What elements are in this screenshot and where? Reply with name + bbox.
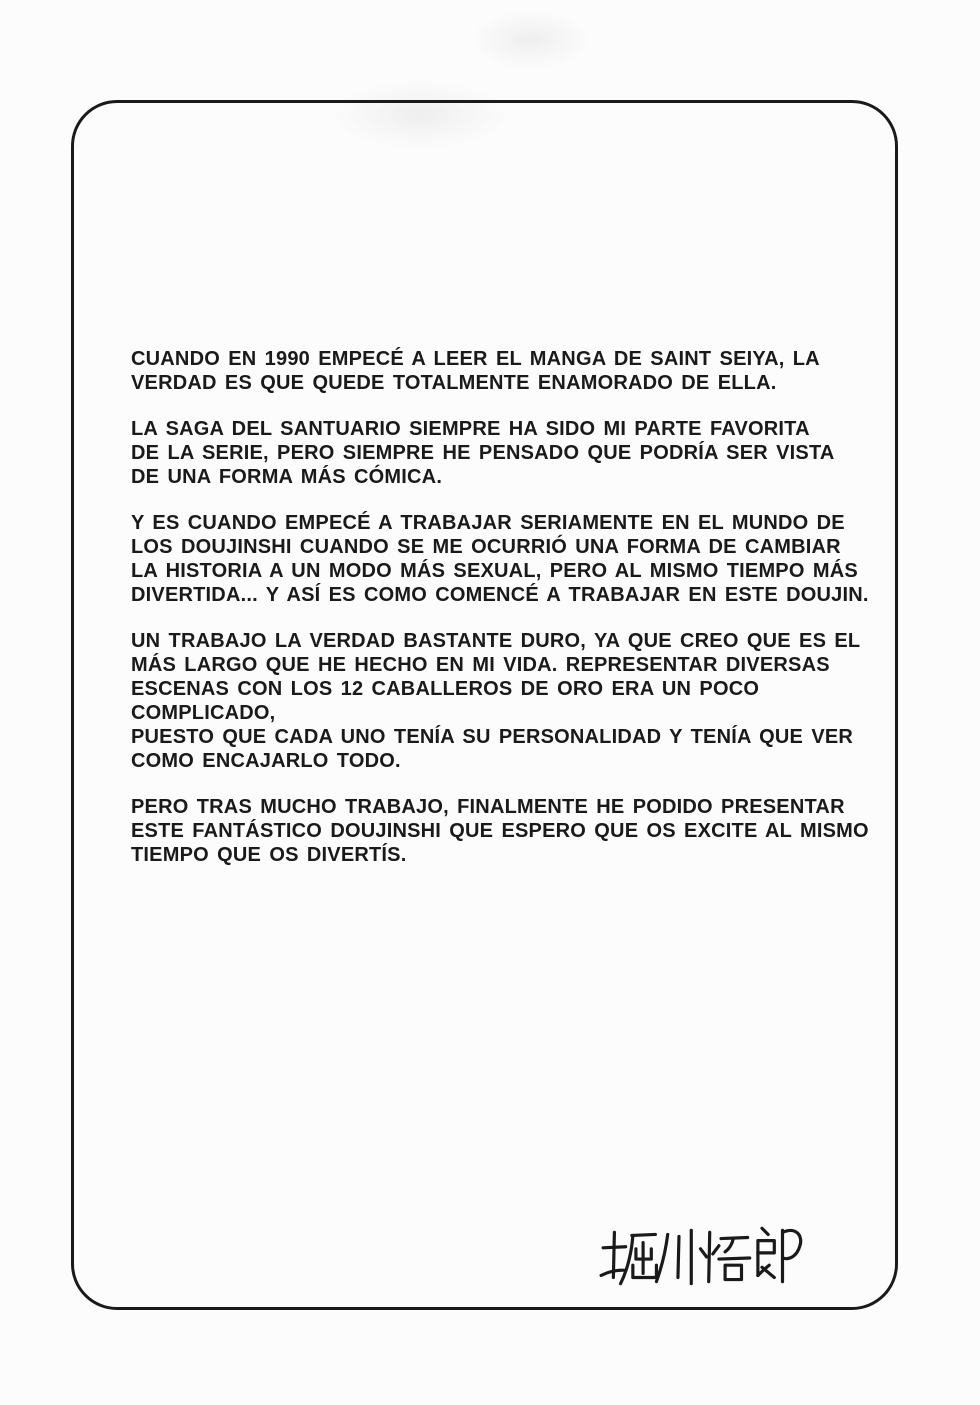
afterword-paragraph-5: PERO TRAS MUCHO TRABAJO, FINALMENTE HE PODIDO PRESENTAR ESTE FANTÁSTICO DOUJINSHI QUE ESPERO QUE OS EXCITE AL MISMO TIEMPO QUE OS DIVERTÍS.	[131, 796, 869, 866]
scan-smudge	[470, 10, 590, 70]
author-signature	[598, 1218, 803, 1296]
afterword-paragraph-1: CUANDO EN 1990 EMPECÉ A LEER EL MANGA DE SAINT SEIYA, LA VERDAD ES QUE QUEDE TOTALMENTE ENAMORADO DE ELLA.	[131, 348, 820, 394]
afterword-paragraph-3: Y ES CUANDO EMPECÉ A TRABAJAR SERIAMENTE EN EL MUNDO DE LOS DOUJINSHI CUANDO SE ME OCURRIÓ UNA FORMA DE CAMBIAR LA HISTORIA A UN MODO MÁS SEXUAL, PERO AL MISMO TIEMPO MÁS DIVERTIDA... Y ASÍ ES COMO COMENCÉ A TRABAJAR EN ESTE DOUJIN.	[131, 512, 869, 606]
afterword-paragraph-4: UN TRABAJO LA VERDAD BASTANTE DURO, YA QUE CREO QUE ES EL MÁS LARGO QUE HE HECHO EN MI VIDA. REPRESENTAR DIVERSAS ESCENAS CON LOS 12 CABALLEROS DE ORO ERA UN POCO COMPLICADO, PUESTO QUE CADA UNO TENÍA SU PERSONALIDAD Y TENÍA QUE VER COMO ENCAJARLO TODO.	[131, 630, 861, 772]
afterword-paragraph-2: LA SAGA DEL SANTUARIO SIEMPRE HA SIDO MI PARTE FAVORITA DE LA SERIE, PERO SIEMPRE HE PENSADO QUE PODRÍA SER VISTA DE UNA FORMA MÁS CÓMICA.	[131, 418, 835, 488]
signature-handwriting-drawing	[598, 1218, 803, 1296]
afterword-text	[131, 347, 873, 889]
